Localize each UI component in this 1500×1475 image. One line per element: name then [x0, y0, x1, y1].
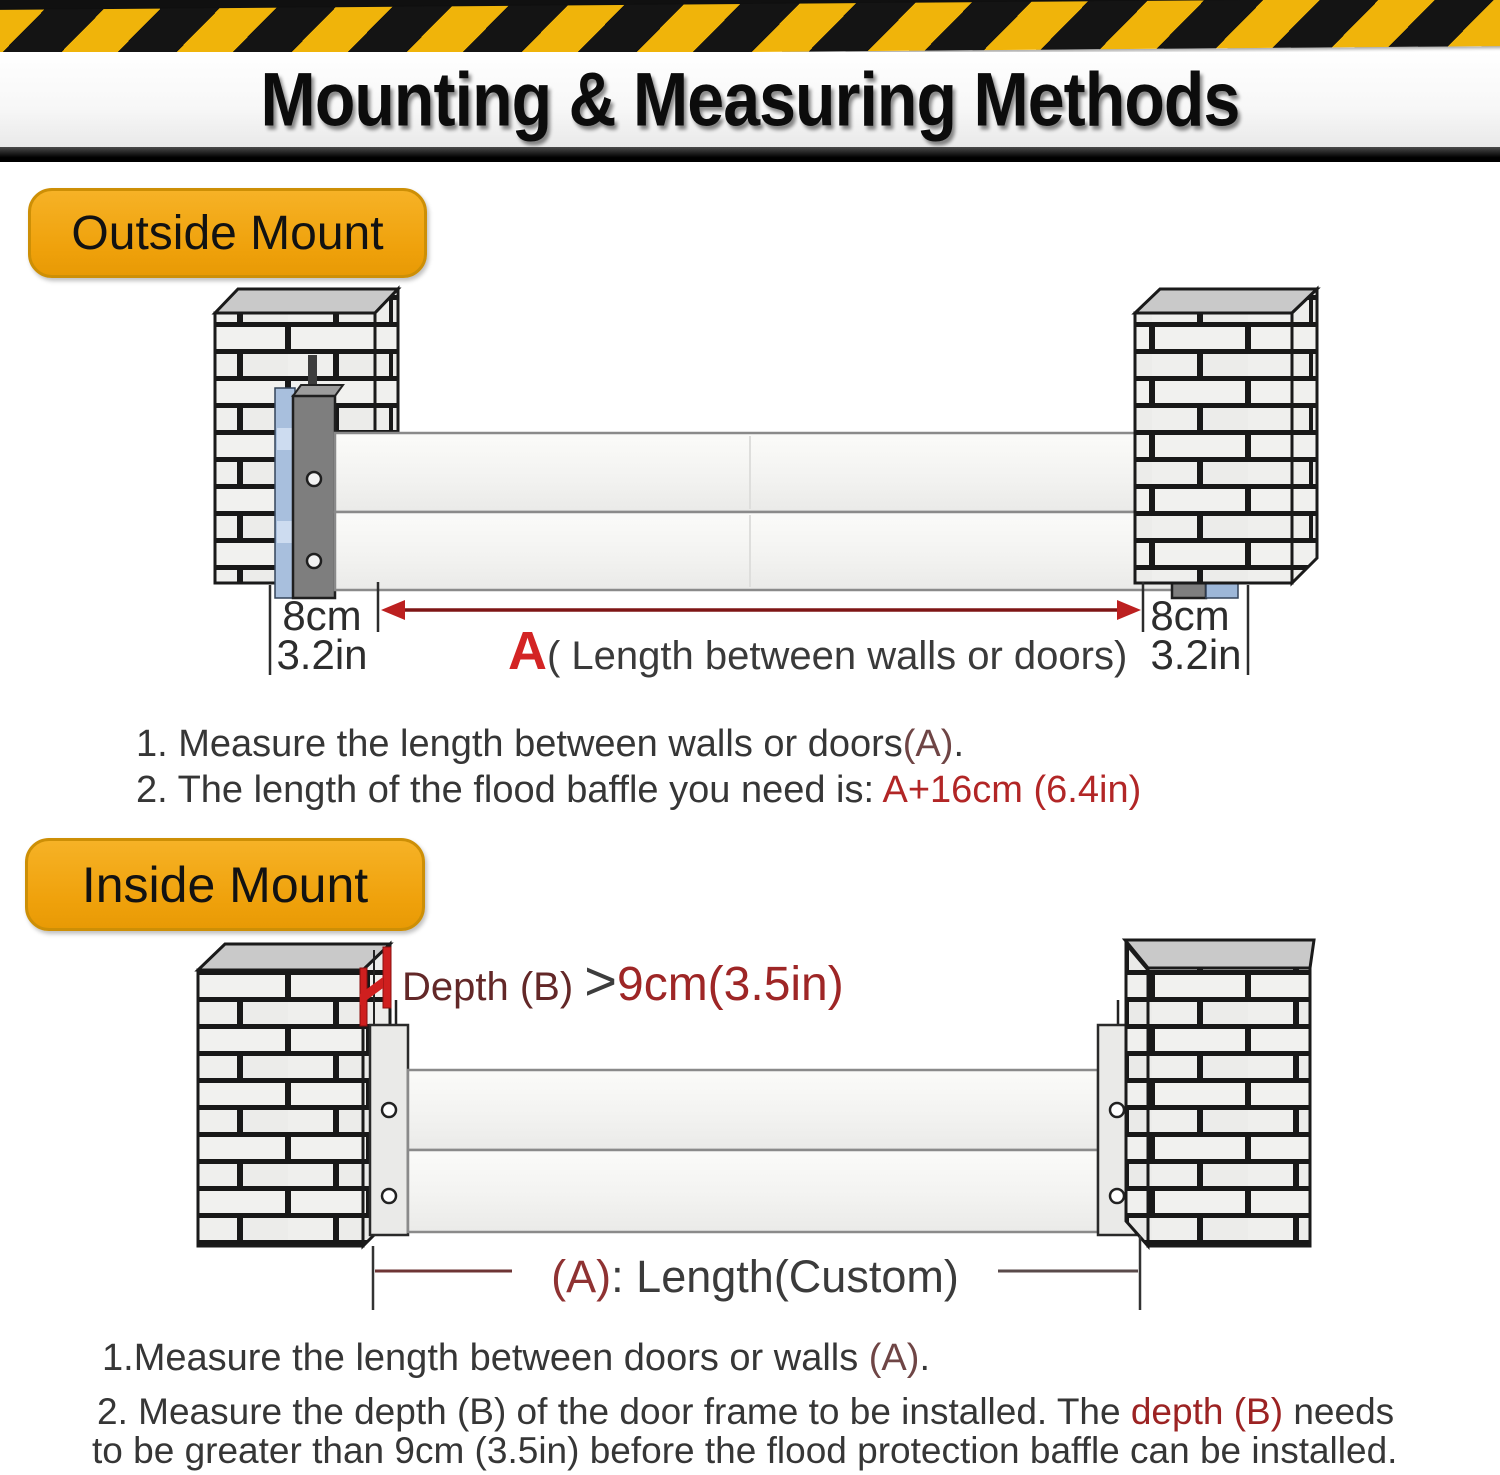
inside-step-1	[102, 1337, 930, 1380]
right-offset-inch: 3.2in	[1150, 631, 1242, 678]
pillar-front-face	[1135, 313, 1292, 583]
pillar-cap	[1135, 289, 1317, 313]
barrier-panel-top	[408, 1070, 1098, 1150]
barrier-panel-bottom	[408, 1150, 1098, 1232]
step-text: .	[953, 723, 964, 765]
screw-hole	[382, 1103, 396, 1117]
mounting-channel-left	[370, 1000, 408, 1235]
step-text: needs	[1283, 1391, 1395, 1432]
step-text: 2. Measure the depth (B) of the door frame to be installed. The	[97, 1391, 1131, 1432]
outside-measurement	[270, 582, 1248, 681]
inside-mount-badge: Inside Mount	[25, 838, 425, 931]
screw-hole	[307, 554, 321, 568]
step-accent: (A)	[902, 723, 954, 765]
pillar-side-face	[1126, 944, 1148, 1246]
greater-than-sign: >	[584, 949, 617, 1012]
pillar-side-face	[1292, 289, 1317, 583]
outside-step-1	[136, 723, 964, 766]
brick-pillar-right-inside	[1125, 940, 1314, 1246]
inside-step-2	[97, 1391, 1394, 1433]
inside-measurement	[373, 1236, 1140, 1310]
depth-label	[402, 949, 844, 1012]
length-label	[551, 1251, 959, 1302]
pillar-cap	[1125, 940, 1314, 968]
length-label-accent: (A)	[551, 1251, 612, 1302]
left-offset-inch: 3.2in	[276, 631, 368, 678]
barrier-panel-bottom	[335, 512, 1173, 590]
span-label-text: ( Length between walls or doors)	[547, 634, 1128, 678]
arrow-head-right	[1117, 600, 1141, 620]
pillar-front-face	[198, 970, 363, 1246]
outside-mount-diagram	[215, 289, 1317, 681]
depth-value: 9cm(3.5in)	[617, 958, 844, 1011]
screw-hole	[307, 472, 321, 486]
step-text: 2. The length of the flood baffle you need is:	[136, 769, 883, 811]
span-label-accent: A	[508, 621, 547, 681]
screw-hole	[1110, 1189, 1124, 1203]
inside-mount-diagram	[198, 940, 1314, 1310]
span-label	[508, 621, 1127, 681]
brick-pillar-right	[1135, 289, 1317, 583]
step-text: .	[919, 1337, 930, 1379]
screw-hole	[382, 1189, 396, 1203]
depth-label-text: Depth (B)	[402, 965, 585, 1009]
page-title: Mounting & Measuring Methods	[260, 57, 1240, 142]
screw-hole	[1110, 1103, 1124, 1117]
step-accent: depth (B)	[1130, 1391, 1284, 1432]
seal-tab	[277, 521, 293, 543]
right-offset-cm: 8cm	[1150, 592, 1230, 639]
length-label-text: : Length(Custom)	[611, 1251, 959, 1302]
pillar-front-face	[1148, 968, 1310, 1246]
step-accent: A+16cm (6.4in)	[882, 769, 1142, 811]
arrow-head-left	[381, 600, 405, 620]
seal-tab	[277, 428, 293, 450]
step-text: 1. Measure the length between walls or doors	[136, 723, 903, 765]
depth-marker-back-bar	[383, 947, 391, 1008]
left-offset-cm: 8cm	[282, 592, 362, 639]
mounting-bracket-left	[275, 355, 343, 598]
outside-step-2	[136, 769, 1141, 812]
step-accent: (A)	[868, 1337, 920, 1379]
inside-step-2-continued: to be greater than 9cm (3.5in) before the flood protection baffle can be installed.	[92, 1430, 1398, 1471]
pillar-cap	[198, 944, 390, 970]
flood-barrier-outside	[335, 433, 1173, 590]
pillar-cap	[215, 289, 398, 313]
flood-barrier-inside	[408, 1070, 1098, 1232]
barrier-panel-top	[335, 433, 1173, 512]
outside-mount-badge: Outside Mount	[28, 188, 427, 278]
bracket-top-bevel	[293, 385, 343, 396]
step-text: 1.Measure the length between doors or walls	[102, 1337, 869, 1379]
